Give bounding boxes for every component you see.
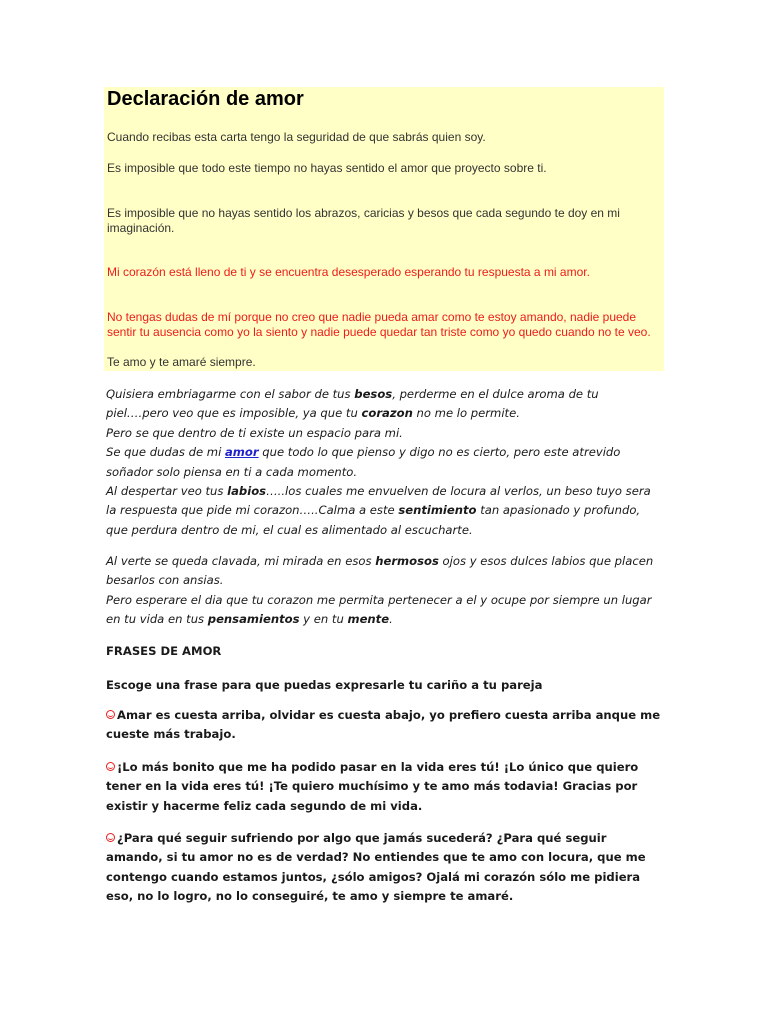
poem-text: que todo lo que pienso y digo no es cierto, pero este atrevido soñador solo piensa en ti a cada momento.	[106, 445, 621, 479]
letter-paragraph-2: Es imposible que todo este tiempo no hayas sentido el amor que proyecto sobre ti.	[107, 161, 547, 175]
poem-text: tan apasionado y profundo, que perdura dentro de mi, el cual es alimentado al escucharte.	[106, 503, 641, 537]
letter-paragraph-6: Te amo y te amaré siempre.	[107, 355, 256, 369]
poem-text: no me lo permite.	[412, 406, 520, 421]
poem-text: Al verte se queda clavada, mi mirada en esos	[106, 554, 376, 568]
smiley-icon	[106, 710, 115, 719]
phrase-item-1	[106, 706, 662, 745]
poem-block-2	[106, 552, 664, 630]
phrase-item-2	[106, 758, 662, 816]
poem-bold-word: hermosos	[375, 554, 439, 568]
poem-bold-word: pensamientos	[207, 612, 300, 627]
poem-text: Pero esperare el dia que tu corazon me permita pertenecer a el y ocupe por siempre un lugar en tu vida en tus	[106, 592, 652, 627]
poem-text: Se que dudas de mi	[106, 445, 225, 460]
smiley-icon	[106, 833, 115, 842]
poem-block-1	[106, 385, 664, 540]
poem-text: ojos y esos dulces labios que placen besarlos con ansias.	[106, 554, 654, 588]
poem-bold-word: labios	[227, 484, 267, 499]
poem-text: Pero se que dentro de ti existe un espacio para mi.	[106, 425, 403, 440]
letter-title: Declaración de amor	[107, 88, 304, 110]
frases-heading: FRASES DE AMOR	[106, 644, 222, 658]
poem-text: y en tu	[299, 612, 348, 627]
smiley-icon	[106, 762, 115, 771]
phrase-text: ¡Lo más bonito que me ha podido pasar en la vida eres tú! ¡Lo único que quiero tener en la vida eres tú! ¡Te quiero muchísimo y te amo más todavia! Gracias por existir y hacerme feliz cada segundo de mi vida.	[106, 760, 639, 813]
poem-text: .	[389, 612, 393, 627]
poem-text: , perderme en el dulce aroma de tu piel….pero veo que es imposible, ya que tu	[106, 387, 599, 421]
phrase-text: Amar es cuesta arriba, olvidar es cuesta abajo, yo prefiero cuesta arriba anque me cueste más trabajo.	[106, 708, 661, 742]
poem-bold-word: mente	[347, 612, 390, 627]
phrase-item-3	[106, 829, 662, 907]
letter-paragraph-4: Mi corazón está lleno de ti y se encuentra desesperado esperando tu respuesta a mi amor.	[107, 265, 590, 279]
poem-bold-word: besos	[354, 387, 393, 401]
poem-text: Al despertar veo tus	[106, 484, 228, 499]
poem-text: Quisiera embriagarme con el sabor de tus	[106, 387, 355, 401]
letter-paragraph-1: Cuando recibas esta carta tengo la seguridad de que sabrás quien soy.	[107, 130, 486, 144]
letter-paragraph-3: Es imposible que no hayas sentido los abrazos, caricias y besos que cada segundo te doy en mi imaginación.	[107, 206, 620, 235]
letter-paragraph-5: No tengas dudas de mí porque no creo que nadie pueda amar como te estoy amando, nadie puede sentir tu ausencia como yo la siento y nadie puede quedar tan triste como yo quedo cuando no te veo.	[107, 310, 651, 339]
poem-bold-word: corazon	[361, 406, 413, 421]
phrase-text: ¿Para qué seguir sufriendo por algo que jamás sucederá? ¿Para qué seguir amando, si tu amor no es de verdad? No entiendes que te amo con locura, que me contengo cuando estamos juntos, ¿sólo amigos? Ojalá mi corazón sólo me pidiera eso, no lo logro, no lo conseguiré, te amo y siempre te amaré.	[106, 831, 646, 904]
poem-text: …..los cuales me envuelven de locura al verlos, un beso tuyo sera la respuesta que pide mi corazon…..Calma a este	[106, 484, 651, 518]
poem-bold-word: sentimiento	[398, 503, 477, 518]
amor-link[interactable]: amor	[224, 445, 259, 460]
frases-intro: Escoge una frase para que puedas expresarle tu cariño a tu pareja	[106, 678, 543, 692]
